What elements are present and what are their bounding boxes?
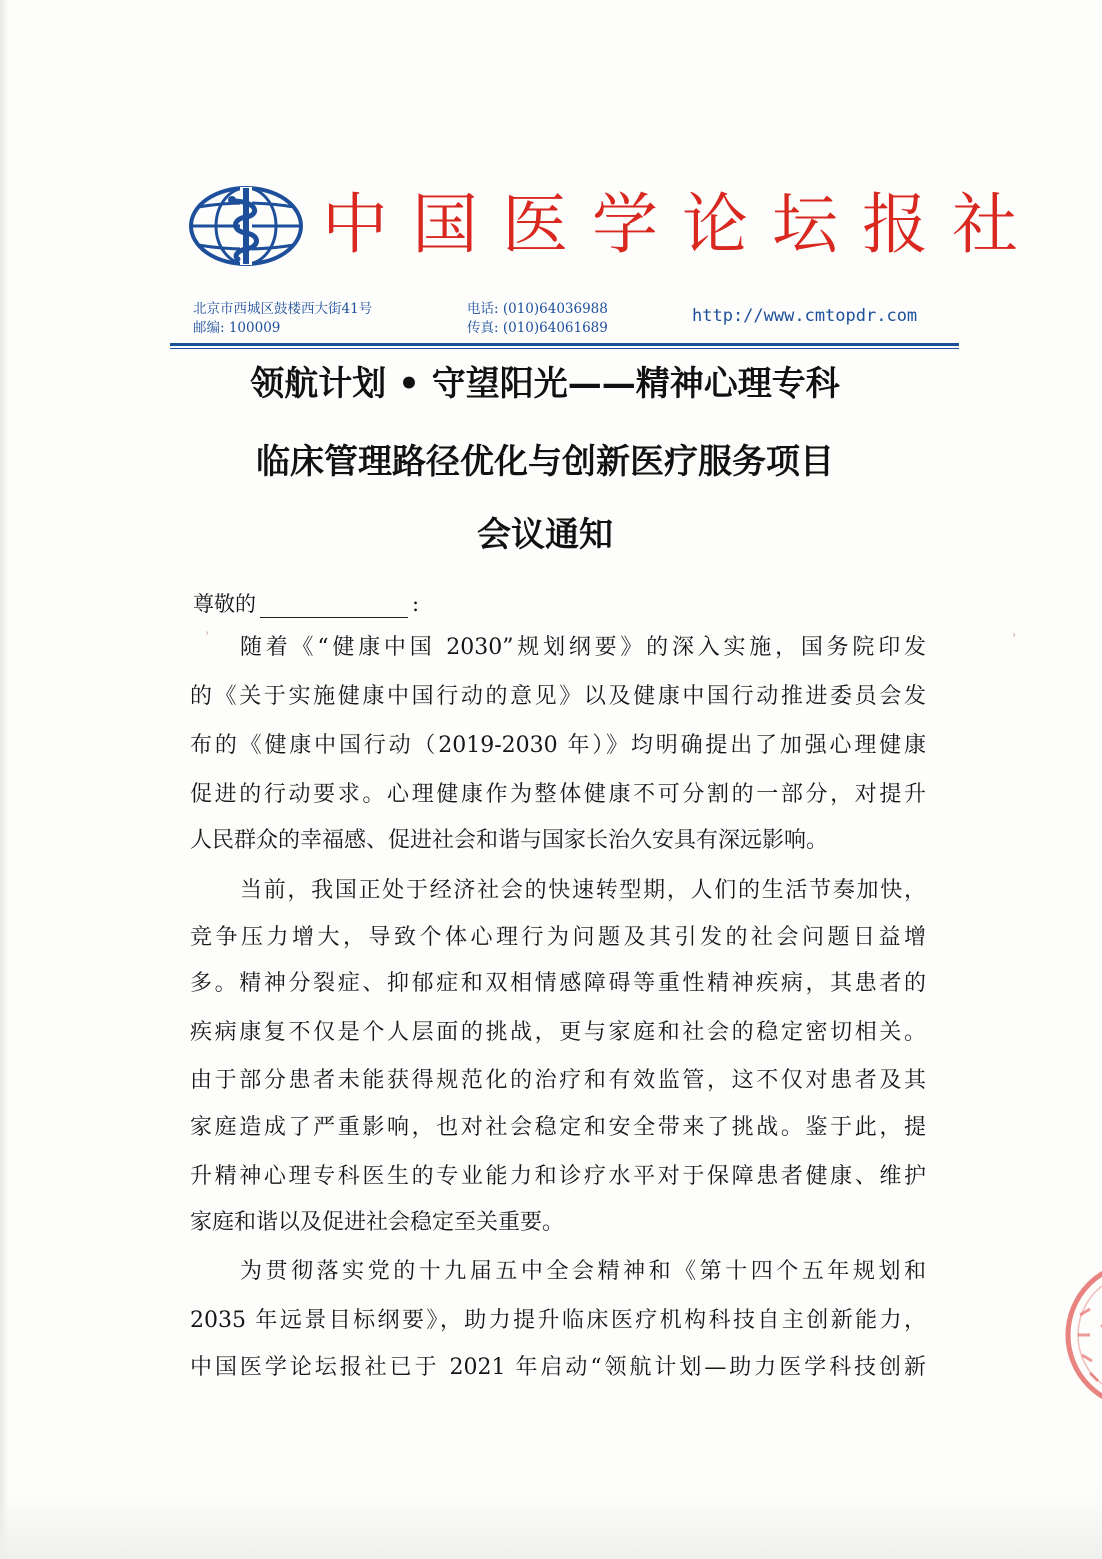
scan-edge-shadow	[0, 0, 8, 1559]
scan-speck: ›	[1012, 630, 1016, 641]
org-name: 中国医学论坛报社	[322, 186, 1042, 263]
header-divider	[170, 343, 959, 346]
document-title-line-3: 会议通知	[477, 515, 613, 555]
phone: 电话: (010)64036988	[467, 301, 608, 317]
globe-caduceus-logo-icon	[188, 185, 304, 267]
phone-block	[467, 300, 608, 338]
address-block	[193, 300, 372, 338]
body-line: 促进的行动要求。心理健康作为整体健康不可分割的一部分，对提升	[190, 782, 926, 807]
body-line: 家庭和谐以及促进社会稳定至关重要。	[190, 1210, 565, 1235]
website-link[interactable]: http://www.cmtopdr.com	[692, 306, 918, 326]
address: 北京市西城区鼓楼西大街41号	[193, 301, 373, 317]
salutation-suffix: :	[412, 592, 420, 616]
body-line: 家庭造成了严重影响，也对社会稳定和安全带来了挑战。鉴于此，提	[190, 1115, 926, 1140]
postcode: 邮编: 100009	[193, 320, 281, 336]
recipient-blank	[260, 597, 408, 618]
scan-bottom-shadow	[0, 1489, 1102, 1559]
body-line: 2035 年远景目标纲要》，助力提升临床医疗机构科技自主创新能力，	[190, 1308, 926, 1333]
salutation	[193, 588, 419, 618]
scan-speck: ›	[205, 628, 209, 639]
body-line: 当前，我国正处于经济社会的快速转型期，人们的生活节奏加快，	[240, 878, 926, 903]
document-title-line-2: 临床管理路径优化与创新医疗服务项目	[256, 442, 834, 482]
body-line: 的《关于实施健康中国行动的意见》以及健康中国行动推进委员会发	[190, 684, 926, 709]
body-line: 中国医学论坛报社已于 2021 年启动“领航计划—助力医学科技创新	[190, 1355, 926, 1380]
header-divider-thin	[170, 348, 959, 349]
document-title-line-1: 领航计划 • 守望阳光——精神心理专科	[250, 364, 840, 404]
fax: 传真: (010)64061689	[467, 320, 608, 336]
body-line: 升精神心理专科医生的专业能力和诊疗水平对于保障患者健康、维护	[190, 1164, 926, 1189]
body-line: 布的《健康中国行动（2019-2030 年）》均明确提出了加强心理健康	[190, 733, 926, 758]
official-seal-stamp-icon	[1060, 1255, 1102, 1415]
body-line: 竞争压力增大，导致个体心理行为问题及其引发的社会问题日益增	[190, 925, 926, 950]
body-line: 为贯彻落实党的十九届五中全会精神和《第十四个五年规划和	[240, 1259, 926, 1284]
body-line: 人民群众的幸福感、促进社会和谐与国家长治久安具有深远影响。	[190, 828, 829, 853]
salutation-prefix: 尊敬的	[193, 592, 256, 616]
body-line: 多。精神分裂症、抑郁症和双相情感障碍等重性精神疾病，其患者的	[190, 971, 926, 996]
body-line: 疾病康复不仅是个人层面的挑战，更与家庭和社会的稳定密切相关。	[190, 1020, 926, 1045]
body-line: 随着《“健康中国 2030”规划纲要》的深入实施，国务院印发	[240, 635, 926, 660]
body-line: 由于部分患者未能获得规范化的治疗和有效监管，这不仅对患者及其	[190, 1068, 926, 1093]
